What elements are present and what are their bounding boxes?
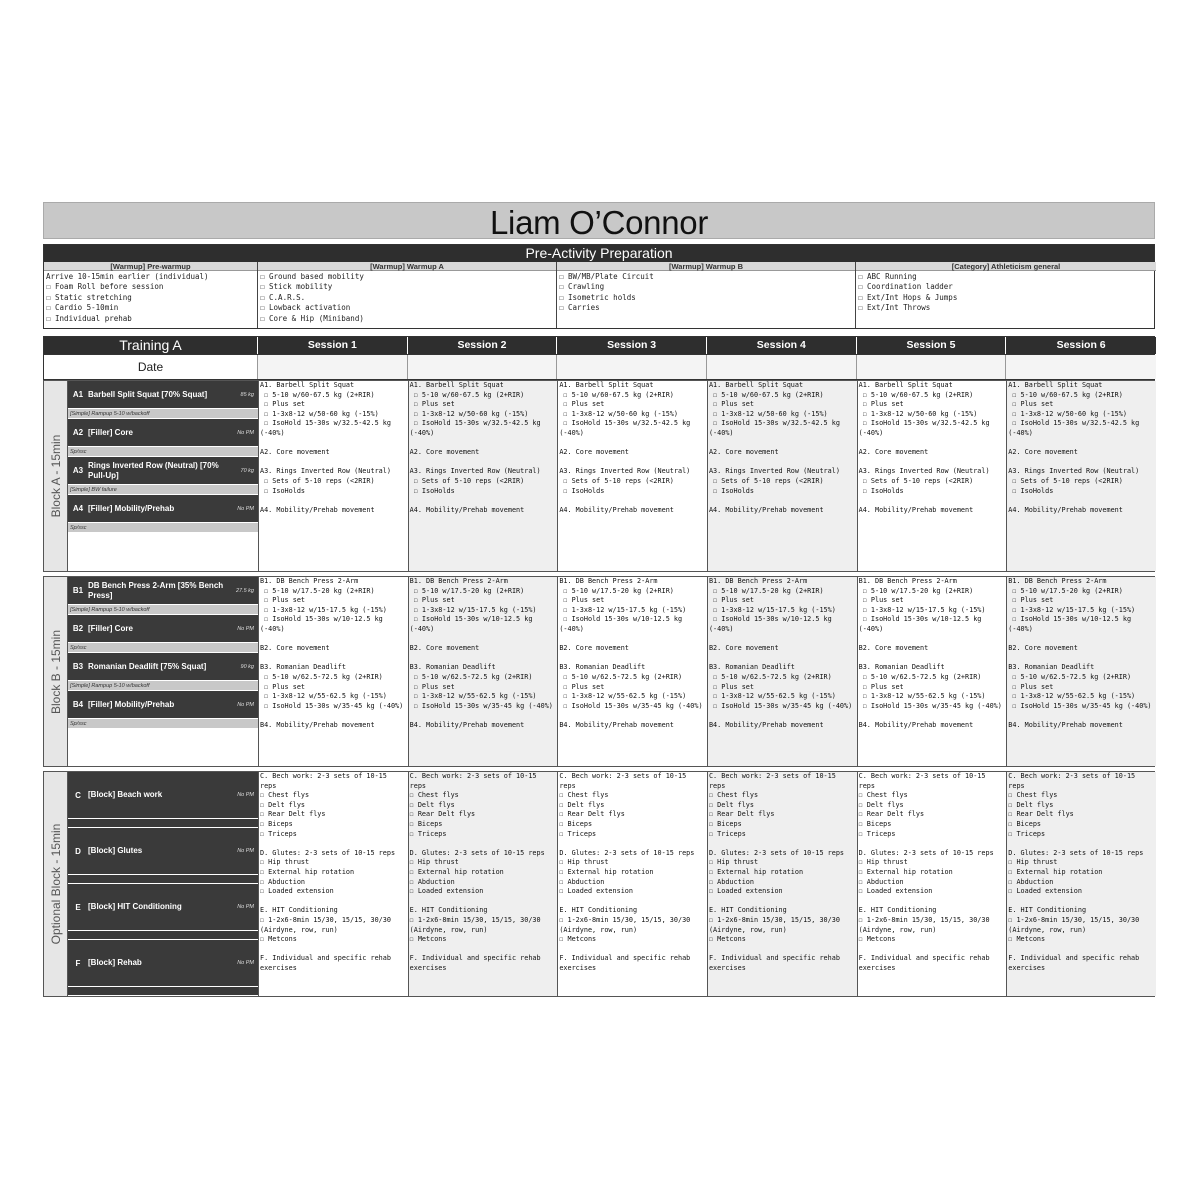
pre-activity-item[interactable]: Arrive 10-15min earlier (individual) bbox=[46, 272, 209, 281]
exercise-scheme: [Simple] Rampup 5-10 w/backoff bbox=[68, 409, 258, 419]
session-cell[interactable]: C. Bech work: 2-3 sets of 10-15 reps ☐ Chest flys ☐ Delt flys ☐ Rear Delt flys ☐ Biceps ☐ Triceps D. Glutes: 2-3 sets of 10-15 reps ☐ Hip thrust ☐ External hip rotation ☐ Abduction ☐ Loaded extension E. HIT Conditioning ☐ 1-2x6-8min 15/30, 15/15, 30/30 (Airdyne, row, run) ☐ Metcons F. Individual and specific rehab exercises bbox=[707, 772, 857, 996]
pre-activity-items bbox=[856, 271, 1156, 315]
pre-activity-item[interactable]: ☐ Cardio 5-10min bbox=[46, 303, 119, 313]
pre-activity-heading: Pre-Activity Preparation bbox=[44, 245, 1154, 262]
exercise-name: [Filler] Mobility/Prehab bbox=[88, 699, 175, 709]
pre-activity-item[interactable]: ☐ Isometric holds bbox=[559, 292, 636, 302]
exercise-name: [Block] HIT Conditioning bbox=[88, 902, 182, 911]
exercise-row[interactable] bbox=[68, 495, 258, 523]
exercise-code: A4 bbox=[72, 504, 84, 513]
session-header: Session 3 bbox=[557, 337, 707, 354]
exercise-row[interactable] bbox=[68, 772, 258, 819]
exercise-row[interactable] bbox=[68, 381, 258, 409]
date-cell[interactable] bbox=[707, 355, 857, 379]
training-block bbox=[43, 771, 1155, 997]
exercise-name: [Filler] Mobility/Prehab bbox=[88, 503, 175, 513]
session-cell[interactable]: C. Bech work: 2-3 sets of 10-15 reps ☐ Chest flys ☐ Delt flys ☐ Rear Delt flys ☐ Biceps ☐ Triceps D. Glutes: 2-3 sets of 10-15 reps ☐ Hip thrust ☐ External hip rotation ☐ Abduction ☐ Loaded extension E. HIT Conditioning ☐ 1-2x6-8min 15/30, 15/15, 30/30 (Airdyne, row, run) ☐ Metcons F. Individual and specific rehab exercises bbox=[1006, 772, 1156, 996]
date-cell[interactable] bbox=[408, 355, 558, 379]
exercise-row[interactable] bbox=[68, 940, 258, 987]
pre-activity-column-heading: [Warmup] Warmup A bbox=[258, 262, 556, 271]
session-cell[interactable]: C. Bech work: 2-3 sets of 10-15 reps ☐ Chest flys ☐ Delt flys ☐ Rear Delt flys ☐ Biceps ☐ Triceps D. Glutes: 2-3 sets of 10-15 reps ☐ Hip thrust ☐ External hip rotation ☐ Abduction ☐ Loaded extension E. HIT Conditioning ☐ 1-2x6-8min 15/30, 15/15, 30/30 (Airdyne, row, run) ☐ Metcons F. Individual and specific rehab exercises bbox=[857, 772, 1007, 996]
training-block bbox=[43, 576, 1155, 767]
exercise-name: [Block] Glutes bbox=[88, 846, 143, 855]
session-cell[interactable]: B1. DB Bench Press 2-Arm ☐ 5-10 w/17.5-20 kg (2+RIR) ☐ Plus set ☐ 1-3x8-12 w/15-17.5 kg (-15%) ☐ IsoHold 15-30s w/10-12.5 kg (-40%) B2. Core movement B3. Romanian Deadlift ☐ 5-10 w/62.5-72.5 kg (2+RIR) ☐ Plus set ☐ 1-3x8-12 w/55-62.5 kg (-15%) ☐ IsoHold 15-30s w/35-45 kg (-40%) B4. Mobility/Prehab movement bbox=[857, 577, 1007, 766]
session-header: Session 2 bbox=[408, 337, 558, 354]
date-row bbox=[43, 355, 1155, 380]
exercise-weight: 85 kg bbox=[240, 391, 254, 398]
exercise-code: A2 bbox=[72, 428, 84, 437]
exercise-scheme: Sp/ssc bbox=[68, 523, 258, 533]
athlete-name: Liam O’Connor bbox=[489, 203, 709, 241]
pre-activity-item[interactable]: ☐ C.A.R.S. bbox=[260, 292, 306, 302]
session-cell[interactable]: B1. DB Bench Press 2-Arm ☐ 5-10 w/17.5-20 kg (2+RIR) ☐ Plus set ☐ 1-3x8-12 w/15-17.5 kg (-15%) ☐ IsoHold 15-30s w/10-12.5 kg (-40%) B2. Core movement B3. Romanian Deadlift ☐ 5-10 w/62.5-72.5 kg (2+RIR) ☐ Plus set ☐ 1-3x8-12 w/55-62.5 kg (-15%) ☐ IsoHold 15-30s w/35-45 kg (-40%) B4. Mobility/Prehab movement bbox=[557, 577, 707, 766]
pre-activity-column bbox=[557, 262, 856, 328]
exercise-code: B4 bbox=[72, 700, 84, 709]
exercise-weight: No PM bbox=[237, 904, 254, 910]
training-label: Training A bbox=[44, 337, 258, 354]
exercise-weight: No PM bbox=[237, 960, 254, 966]
exercise-scheme: Sp/ssc bbox=[68, 719, 258, 729]
exercise-code: A1 bbox=[72, 390, 84, 399]
pre-activity-items bbox=[557, 271, 855, 315]
pre-activity-item[interactable]: ☐ Core & Hip (Miniband) bbox=[260, 313, 364, 323]
exercise-weight: No PM bbox=[237, 848, 254, 854]
exercise-row[interactable] bbox=[68, 653, 258, 681]
pre-activity-column bbox=[258, 262, 557, 328]
pre-activity-item[interactable]: ☐ Stick mobility bbox=[260, 282, 333, 292]
exercise-scheme: [Simple] Rampup 5-10 w/backoff bbox=[68, 605, 258, 615]
session-cell[interactable]: A1. Barbell Split Squat ☐ 5-10 w/60-67.5 kg (2+RIR) ☐ Plus set ☐ 1-3x8-12 w/50-60 kg (-15%) ☐ IsoHold 15-30s w/32.5-42.5 kg (-40%) A2. Core movement A3. Rings Inverted Row (Neutral) ☐ Sets of 5-10 reps (<2RIR) ☐ IsoHolds A4. Mobility/Prehab movement bbox=[857, 381, 1007, 571]
exercise-scheme: Sp/ssc bbox=[68, 643, 258, 653]
exercise-weight: No PM bbox=[237, 701, 254, 708]
pre-activity-column bbox=[44, 262, 258, 328]
exercise-name: [Block] Rehab bbox=[88, 958, 142, 967]
block-label-text: Block A - 15min bbox=[48, 434, 63, 518]
athlete-name-header bbox=[43, 202, 1155, 239]
exercise-scheme: [Simple] Rampup 5-10 w/backoff bbox=[68, 681, 258, 691]
session-header: Session 4 bbox=[707, 337, 857, 354]
block-label bbox=[44, 381, 68, 571]
training-block bbox=[43, 380, 1155, 572]
exercise-code: B2 bbox=[72, 624, 84, 633]
pre-activity-columns bbox=[44, 262, 1154, 328]
pre-activity-items bbox=[258, 271, 556, 325]
exercise-name: Barbell Split Squat [70% Squat] bbox=[88, 389, 208, 399]
session-header-row bbox=[43, 336, 1155, 355]
exercise-spacer bbox=[68, 819, 258, 828]
pre-activity-item[interactable]: ☐ Coordination ladder bbox=[858, 282, 953, 292]
exercise-row[interactable] bbox=[68, 457, 258, 485]
exercise-weight: No PM bbox=[237, 429, 254, 436]
session-cell[interactable]: A1. Barbell Split Squat ☐ 5-10 w/60-67.5 kg (2+RIR) ☐ Plus set ☐ 1-3x8-12 w/50-60 kg (-15%) ☐ IsoHold 15-30s w/32.5-42.5 kg (-40%) A2. Core movement A3. Rings Inverted Row (Neutral) ☐ Sets of 5-10 reps (<2RIR) ☐ IsoHolds A4. Mobility/Prehab movement bbox=[258, 381, 408, 571]
block-label bbox=[44, 577, 68, 766]
exercise-code: A3 bbox=[72, 466, 84, 475]
session-cell[interactable]: C. Bech work: 2-3 sets of 10-15 reps ☐ Chest flys ☐ Delt flys ☐ Rear Delt flys ☐ Biceps ☐ Triceps D. Glutes: 2-3 sets of 10-15 reps ☐ Hip thrust ☐ External hip rotation ☐ Abduction ☐ Loaded extension E. HIT Conditioning ☐ 1-2x6-8min 15/30, 15/15, 30/30 (Airdyne, row, run) ☐ Metcons F. Individual and specific rehab exercises bbox=[408, 772, 558, 996]
exercise-weight: No PM bbox=[237, 792, 254, 798]
exercise-name: [Filler] Core bbox=[88, 623, 133, 633]
exercise-column bbox=[68, 577, 258, 766]
exercise-weight: 70 kg bbox=[240, 467, 254, 474]
pre-activity-item[interactable]: ☐ Ground based mobility bbox=[260, 272, 364, 281]
session-cell[interactable]: B1. DB Bench Press 2-Arm ☐ 5-10 w/17.5-20 kg (2+RIR) ☐ Plus set ☐ 1-3x8-12 w/15-17.5 kg (-15%) ☐ IsoHold 15-30s w/10-12.5 kg (-40%) B2. Core movement B3. Romanian Deadlift ☐ 5-10 w/62.5-72.5 kg (2+RIR) ☐ Plus set ☐ 1-3x8-12 w/55-62.5 kg (-15%) ☐ IsoHold 15-30s w/35-45 kg (-40%) B4. Mobility/Prehab movement bbox=[1006, 577, 1156, 766]
block-label bbox=[44, 772, 68, 996]
exercise-code: E bbox=[75, 902, 81, 912]
exercise-code: B3 bbox=[72, 662, 84, 671]
pre-activity-column bbox=[856, 262, 1156, 328]
pre-activity-item[interactable]: ☐ Foam Roll before session bbox=[46, 282, 164, 292]
exercise-name: [Block] Beach work bbox=[88, 790, 163, 799]
exercise-spacer bbox=[68, 875, 258, 884]
pre-activity-item[interactable]: ☐ Ext/Int Hops & Jumps bbox=[858, 292, 958, 302]
session-cell[interactable]: C. Bech work: 2-3 sets of 10-15 reps ☐ Chest flys ☐ Delt flys ☐ Rear Delt flys ☐ Biceps ☐ Triceps D. Glutes: 2-3 sets of 10-15 reps ☐ Hip thrust ☐ External hip rotation ☐ Abduction ☐ Loaded extension E. HIT Conditioning ☐ 1-2x6-8min 15/30, 15/15, 30/30 (Airdyne, row, run) ☐ Metcons F. Individual and specific rehab exercises bbox=[557, 772, 707, 996]
session-cell[interactable]: A1. Barbell Split Squat ☐ 5-10 w/60-67.5 kg (2+RIR) ☐ Plus set ☐ 1-3x8-12 w/50-60 kg (-15%) ☐ IsoHold 15-30s w/32.5-42.5 kg (-40%) A2. Core movement A3. Rings Inverted Row (Neutral) ☐ Sets of 5-10 reps (<2RIR) ☐ IsoHolds A4. Mobility/Prehab movement bbox=[408, 381, 558, 571]
date-cell[interactable] bbox=[557, 355, 707, 379]
exercise-weight: 90 kg bbox=[240, 663, 254, 670]
exercise-code: C bbox=[75, 790, 81, 800]
session-cell[interactable]: B1. DB Bench Press 2-Arm ☐ 5-10 w/17.5-20 kg (2+RIR) ☐ Plus set ☐ 1-3x8-12 w/15-17.5 kg (-15%) ☐ IsoHold 15-30s w/10-12.5 kg (-40%) B2. Core movement B3. Romanian Deadlift ☐ 5-10 w/62.5-72.5 kg (2+RIR) ☐ Plus set ☐ 1-3x8-12 w/55-62.5 kg (-15%) ☐ IsoHold 15-30s w/35-45 kg (-40%) B4. Mobility/Prehab movement bbox=[707, 577, 857, 766]
program-sheet bbox=[43, 202, 1155, 380]
pre-activity-section bbox=[43, 244, 1155, 329]
exercise-code: F bbox=[75, 958, 81, 968]
session-header: Session 1 bbox=[258, 337, 408, 354]
pre-activity-item[interactable]: ☐ Static stretching bbox=[46, 292, 132, 302]
exercise-row[interactable] bbox=[68, 691, 258, 719]
pre-activity-item[interactable]: ☐ BW/MB/Plate Circuit bbox=[559, 272, 654, 281]
pre-activity-column-heading: [Warmup] Pre-warmup bbox=[44, 262, 257, 271]
pre-activity-item[interactable]: ☐ Carries bbox=[559, 303, 600, 313]
exercise-row[interactable] bbox=[68, 828, 258, 875]
exercise-row[interactable] bbox=[68, 577, 258, 605]
exercise-scheme: Sp/ssc bbox=[68, 447, 258, 457]
date-label: Date bbox=[44, 355, 258, 379]
exercise-name: Romanian Deadlift [75% Squat] bbox=[88, 661, 207, 671]
exercise-row[interactable] bbox=[68, 419, 258, 447]
pre-activity-item[interactable]: ☐ Crawling bbox=[559, 282, 605, 292]
pre-activity-item[interactable]: ☐ Ext/Int Throws bbox=[858, 303, 931, 313]
pre-activity-column-heading: [Warmup] Warmup B bbox=[557, 262, 855, 271]
session-cell[interactable]: B1. DB Bench Press 2-Arm ☐ 5-10 w/17.5-20 kg (2+RIR) ☐ Plus set ☐ 1-3x8-12 w/15-17.5 kg (-15%) ☐ IsoHold 15-30s w/10-12.5 kg (-40%) B2. Core movement B3. Romanian Deadlift ☐ 5-10 w/62.5-72.5 kg (2+RIR) ☐ Plus set ☐ 1-3x8-12 w/55-62.5 kg (-15%) ☐ IsoHold 15-30s w/35-45 kg (-40%) B4. Mobility/Prehab movement bbox=[258, 577, 408, 766]
exercise-name: DB Bench Press 2-Arm [35% Bench Press] bbox=[88, 580, 224, 600]
exercise-column bbox=[68, 772, 258, 996]
pre-activity-items bbox=[44, 271, 257, 325]
session-header: Session 6 bbox=[1006, 337, 1156, 354]
exercise-row[interactable] bbox=[68, 615, 258, 643]
exercise-row[interactable] bbox=[68, 884, 258, 931]
session-header: Session 5 bbox=[857, 337, 1007, 354]
exercise-weight: 27.5 kg bbox=[235, 587, 254, 594]
exercise-spacer bbox=[68, 931, 258, 940]
exercise-code: B1 bbox=[72, 586, 84, 595]
exercise-weight: No PM bbox=[237, 505, 254, 512]
exercise-scheme: [Simple] BW failure bbox=[68, 485, 258, 495]
pre-activity-item[interactable]: ☐ Individual prehab bbox=[46, 313, 132, 323]
pre-activity-column-heading: [Category] Athleticism general bbox=[856, 262, 1156, 271]
exercise-name: Rings Inverted Row (Neutral) [70% Pull-Up] bbox=[88, 460, 219, 480]
session-cell[interactable]: A1. Barbell Split Squat ☐ 5-10 w/60-67.5 kg (2+RIR) ☐ Plus set ☐ 1-3x8-12 w/50-60 kg (-15%) ☐ IsoHold 15-30s w/32.5-42.5 kg (-40%) A2. Core movement A3. Rings Inverted Row (Neutral) ☐ Sets of 5-10 reps (<2RIR) ☐ IsoHolds A4. Mobility/Prehab movement bbox=[557, 381, 707, 571]
date-cell[interactable] bbox=[258, 355, 408, 379]
session-cell[interactable]: A1. Barbell Split Squat ☐ 5-10 w/60-67.5 kg (2+RIR) ☐ Plus set ☐ 1-3x8-12 w/50-60 kg (-15%) ☐ IsoHold 15-30s w/32.5-42.5 kg (-40%) A2. Core movement A3. Rings Inverted Row (Neutral) ☐ Sets of 5-10 reps (<2RIR) ☐ IsoHolds A4. Mobility/Prehab movement bbox=[1006, 381, 1156, 571]
block-label-text: Block B - 15min bbox=[48, 629, 63, 714]
exercise-name: [Filler] Core bbox=[88, 427, 133, 437]
date-cell[interactable] bbox=[857, 355, 1007, 379]
session-cell[interactable]: C. Bech work: 2-3 sets of 10-15 reps ☐ Chest flys ☐ Delt flys ☐ Rear Delt flys ☐ Biceps ☐ Triceps D. Glutes: 2-3 sets of 10-15 reps ☐ Hip thrust ☐ External hip rotation ☐ Abduction ☐ Loaded extension E. HIT Conditioning ☐ 1-2x6-8min 15/30, 15/15, 30/30 (Airdyne, row, run) ☐ Metcons F. Individual and specific rehab exercises bbox=[258, 772, 408, 996]
exercise-spacer bbox=[68, 987, 258, 996]
exercise-column bbox=[68, 381, 258, 571]
pre-activity-item[interactable]: ☐ Lowback activation bbox=[260, 303, 351, 313]
pre-activity-item[interactable]: ☐ ABC Running bbox=[858, 272, 917, 281]
session-cell[interactable]: A1. Barbell Split Squat ☐ 5-10 w/60-67.5 kg (2+RIR) ☐ Plus set ☐ 1-3x8-12 w/50-60 kg (-15%) ☐ IsoHold 15-30s w/32.5-42.5 kg (-40%) A2. Core movement A3. Rings Inverted Row (Neutral) ☐ Sets of 5-10 reps (<2RIR) ☐ IsoHolds A4. Mobility/Prehab movement bbox=[707, 381, 857, 571]
exercise-code: D bbox=[75, 846, 81, 856]
date-cell[interactable] bbox=[1006, 355, 1156, 379]
exercise-weight: No PM bbox=[237, 625, 254, 632]
block-label-text: Optional Block - 15min bbox=[48, 823, 63, 945]
session-cell[interactable]: B1. DB Bench Press 2-Arm ☐ 5-10 w/17.5-20 kg (2+RIR) ☐ Plus set ☐ 1-3x8-12 w/15-17.5 kg (-15%) ☐ IsoHold 15-30s w/10-12.5 kg (-40%) B2. Core movement B3. Romanian Deadlift ☐ 5-10 w/62.5-72.5 kg (2+RIR) ☐ Plus set ☐ 1-3x8-12 w/55-62.5 kg (-15%) ☐ IsoHold 15-30s w/35-45 kg (-40%) B4. Mobility/Prehab movement bbox=[408, 577, 558, 766]
